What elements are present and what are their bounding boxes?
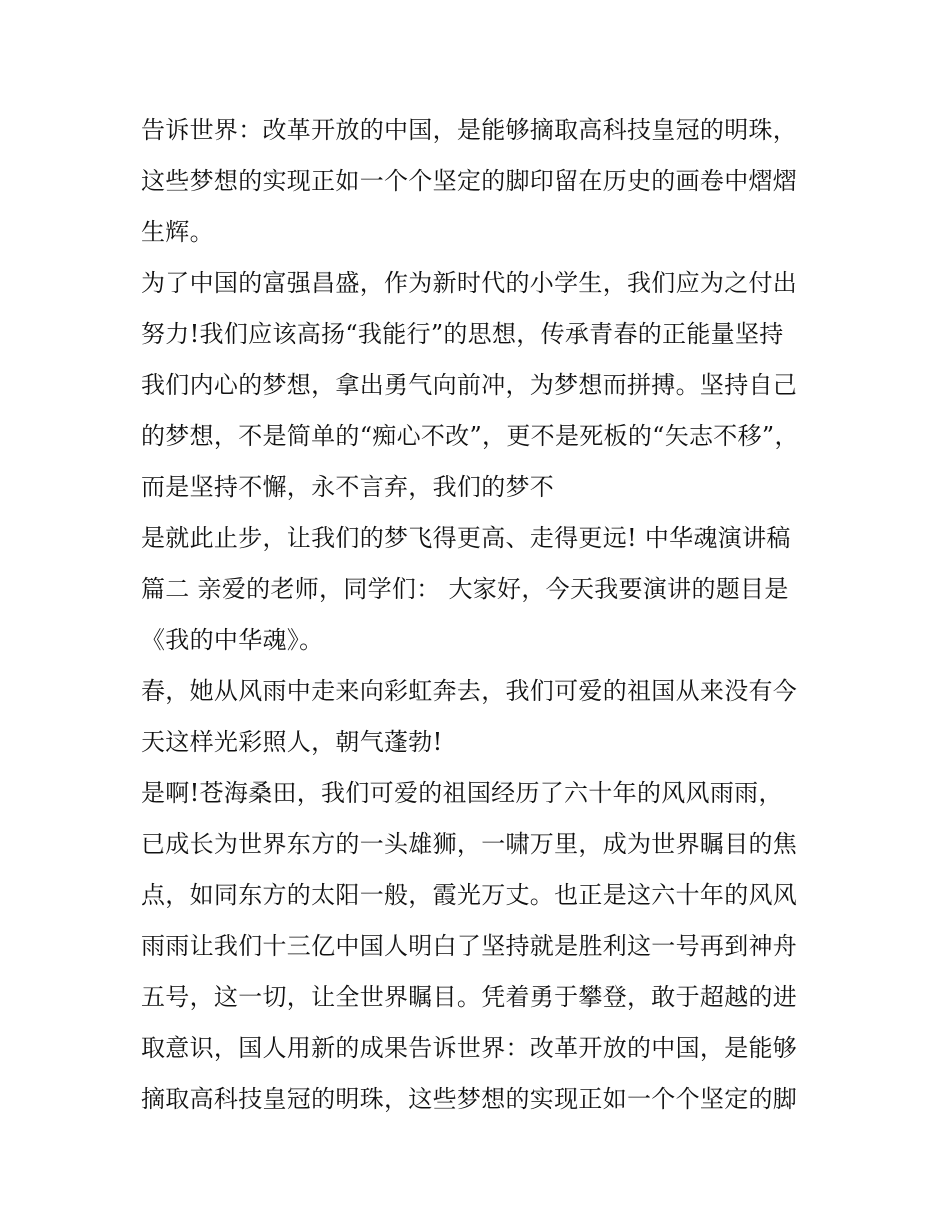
text-line: 《我的中华魂》。 xyxy=(141,626,324,654)
text-line: 已成长为世界东方的一头雄狮，一啸万里，成为世界瞩目的焦 xyxy=(141,830,798,858)
text-line: 的梦想，不是简单的“痴心不改”，更不是死板的“矢志不移”， xyxy=(141,422,799,450)
text-line: 而是坚持不懈，永不言弃，我们的梦不 xyxy=(141,473,555,501)
text-line: 告诉世界：改革开放的中国，是能够摘取高科技皇冠的明珠， xyxy=(141,116,798,144)
text-line: 天这样光彩照人，朝气蓬勃! xyxy=(141,728,443,756)
text-line: 我们内心的梦想，拿出勇气向前冲，为梦想而拼搏。坚持自己 xyxy=(141,371,798,399)
text-line: 生辉。 xyxy=(141,218,214,246)
text-line: 为了中国的富强昌盛，作为新时代的小学生，我们应为之付出 xyxy=(141,269,798,297)
text-line: 春，她从风雨中走来向彩虹奔去，我们可爱的祖国从来没有今 xyxy=(141,677,798,705)
text-line: 篇二 亲爱的老师，同学们： 大家好，今天我要演讲的题目是 xyxy=(141,575,789,603)
text-line: 点，如同东方的太阳一般，霞光万丈。也正是这六十年的风风 xyxy=(141,881,798,909)
text-line: 这些梦想的实现正如一个个坚定的脚印留在历史的画卷中熠熠 xyxy=(141,167,798,195)
text-line: 是就此止步，让我们的梦飞得更高、走得更远! 中华魂演讲稿 xyxy=(141,524,791,552)
text-line: 摘取高科技皇冠的明珠，这些梦想的实现正如一个个坚定的脚 xyxy=(141,1085,798,1113)
text-line: 是啊!苍海桑田，我们可爱的祖国经历了六十年的风风雨雨， xyxy=(141,779,783,807)
text-line: 雨雨让我们十三亿中国人明白了坚持就是胜利这一号再到神舟 xyxy=(141,932,798,960)
text-line: 努力!我们应该高扬“我能行”的思想，传承青春的正能量坚持 xyxy=(141,320,784,348)
text-line: 取意识，国人用新的成果告诉世界：改革开放的中国，是能够 xyxy=(141,1034,798,1062)
text-line: 五号，这一切，让全世界瞩目。凭着勇于攀登，敢于超越的进 xyxy=(141,983,798,1011)
